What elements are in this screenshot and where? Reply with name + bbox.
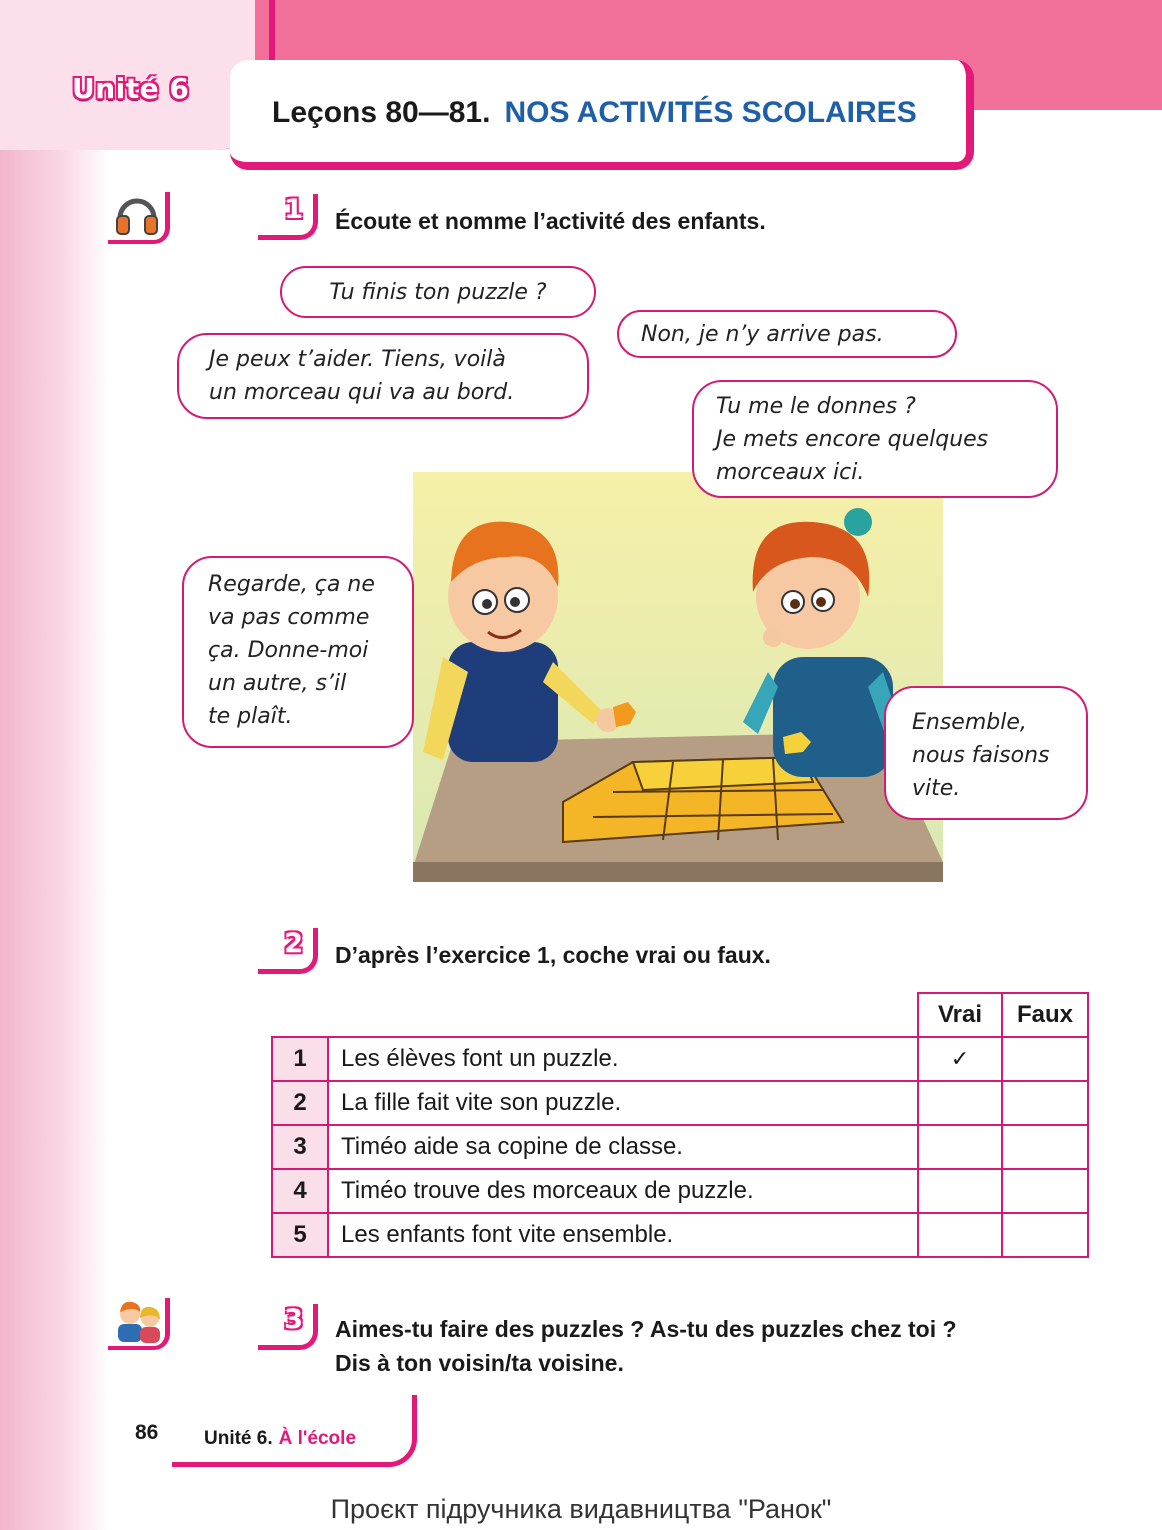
vrai-checkbox[interactable]: [918, 1081, 1002, 1125]
exercise-1-instruction: Écoute et nomme l’activité des enfants.: [335, 208, 766, 234]
speech-bubble-6: Ensemble, nous faisons vite.: [884, 686, 1088, 820]
exercise-2-number: 2: [258, 928, 318, 974]
table-header-row: [272, 993, 1088, 1037]
row-number: 1: [272, 1037, 328, 1081]
column-vrai: Vrai: [918, 993, 1002, 1037]
exercise-3-line-1: Aimes-tu faire des puzzles ? As-tu des puzzles chez toi ?: [335, 1316, 957, 1342]
row-number: 2: [272, 1081, 328, 1125]
footer-unit-label: Unité 6.: [204, 1428, 273, 1449]
faux-checkbox[interactable]: [1002, 1081, 1088, 1125]
lessons-label: Leçons 80—81.: [272, 96, 491, 129]
exercise-1-number: 1: [258, 194, 318, 240]
footer-unit-title: À l'école: [278, 1428, 357, 1449]
row-number: 5: [272, 1213, 328, 1257]
exercise-2-instruction: D’après l’exercice 1, coche vrai ou faux.: [335, 942, 771, 968]
vrai-checkbox[interactable]: ✓: [918, 1037, 1002, 1081]
theme-title: NOS ACTIVITÉS SCOLAIRES: [504, 96, 917, 129]
statement: Les enfants font vite ensemble.: [328, 1213, 918, 1257]
footer-unit: [204, 1428, 356, 1450]
speech-bubble-4: Tu me le donnes ? Je mets encore quelques morceaux ici.: [692, 380, 1058, 498]
speech-bubble-3: Je peux t’aider. Tiens, voilà un morceau qui va au bord.: [177, 333, 589, 419]
faux-checkbox[interactable]: [1002, 1213, 1088, 1257]
table-row: [272, 1125, 1088, 1169]
vrai-checkbox[interactable]: [918, 1169, 1002, 1213]
page-title: [272, 96, 917, 130]
column-faux: Faux: [1002, 993, 1088, 1037]
page-number: 86: [135, 1421, 159, 1444]
exercise-3-instruction: [335, 1312, 1095, 1380]
table-row: [272, 1169, 1088, 1213]
row-number: 3: [272, 1125, 328, 1169]
statement: Timéo trouve des morceaux de puzzle.: [328, 1169, 918, 1213]
vrai-checkbox[interactable]: [918, 1125, 1002, 1169]
exercise-3-line-2: Dis à ton voisin/ta voisine.: [335, 1350, 624, 1376]
pair-work-icon: [108, 1298, 170, 1350]
left-band: [0, 0, 110, 1530]
headphones-icon: [108, 192, 170, 244]
statement: Timéo aide sa copine de classe.: [328, 1125, 918, 1169]
table-row: [272, 1037, 1088, 1081]
faux-checkbox[interactable]: [1002, 1169, 1088, 1213]
statement: La fille fait vite son puzzle.: [328, 1081, 918, 1125]
vrai-checkbox[interactable]: [918, 1213, 1002, 1257]
puzzle-illustration: [413, 472, 943, 882]
speech-bubble-1: Tu finis ton puzzle ?: [280, 266, 596, 318]
unit-badge: Unité 6: [72, 72, 190, 105]
statement: Les élèves font un puzzle.: [328, 1037, 918, 1081]
true-false-table: [271, 992, 1089, 1258]
faux-checkbox[interactable]: [1002, 1125, 1088, 1169]
row-number: 4: [272, 1169, 328, 1213]
watermark: Проєкт підручника видавництва "Ранок": [330, 1494, 832, 1524]
table-row: [272, 1213, 1088, 1257]
table-row: [272, 1081, 1088, 1125]
speech-bubble-2: Non, je n’y arrive pas.: [617, 310, 957, 358]
speech-bubble-5: Regarde, ça ne va pas comme ça. Donne-moi un autre, s’il te plaît.: [182, 556, 414, 748]
exercise-3-number: 3: [258, 1304, 318, 1350]
faux-checkbox[interactable]: [1002, 1037, 1088, 1081]
